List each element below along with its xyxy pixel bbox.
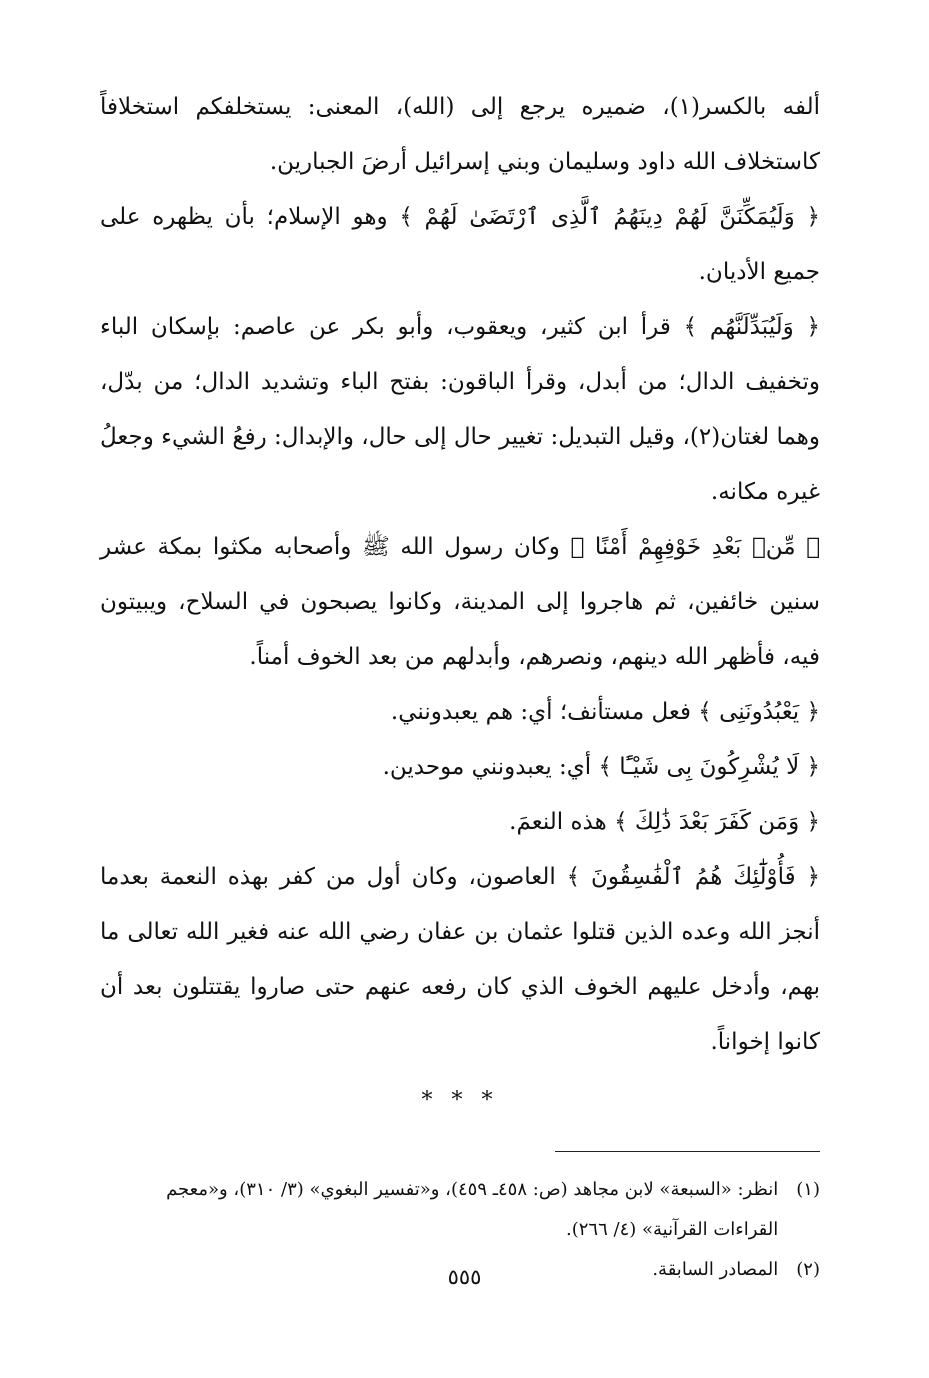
paragraph-6 xyxy=(100,740,820,795)
paragraph-5 xyxy=(100,685,820,740)
quran-verse: ﴿ وَمَن كَفَرَ بَعْدَ ذَٰلِكَ ﴾ xyxy=(614,809,820,835)
paragraph-2 xyxy=(100,190,820,300)
footnote-text: المصادر السابقة. xyxy=(652,1259,779,1280)
quran-verse: ﴿ لَا يُشْرِكُونَ بِى شَيْـًٔا ﴾ xyxy=(598,754,820,780)
paragraph-text: أي: يعبدونني موحدين. xyxy=(382,754,599,780)
paragraph-text: العاصون، وكان أول من كفر بهذه النعمة بعدما أنجز الله وعده الذين قتلوا عثمان بن عفان رضي الله عنه فغير الله تعالى ما بهم، وأدخل عليهم الخوف الذي كان رفعه عنهم حتى صاروا يقتتلون بعد أن كانوا إخواناً. xyxy=(100,864,820,1055)
main-text xyxy=(100,80,820,1070)
footnote-text: انظر: «السبعة» لابن مجاهد (ص: ٤٥٨ـ ٤٥٩)، و«تفسير البغوي» (٣/ ٣١٠)، و«معجم القراءات القرآنية» (٤/ ٢٦٦). xyxy=(166,1179,779,1240)
paragraph-text: قرأ ابن كثير، ويعقوب، وأبو بكر عن عاصم: بإسكان الباء وتخفيف الدال؛ من أبدل، وقرأ الباقون: بفتح الباء وتشديد الدال؛ من بدّل، وهما لغتان(٢)، وقيل التبديل: تغيير حال إلى حال، والإبدال: رفعُ الشيء وجعلُ غيره مكانه. xyxy=(100,314,820,505)
paragraph-8 xyxy=(100,850,820,1070)
paragraph-3 xyxy=(100,300,820,520)
quran-verse: ﴿ مِّنۢ بَعْدِ خَوْفِهِمْ أَمْنًا ﴾ xyxy=(570,534,820,560)
section-separator: * * * xyxy=(421,1088,499,1113)
footnote-number: (١) xyxy=(796,1179,820,1200)
quran-verse: ﴿ يَعْبُدُونَنِى ﴾ xyxy=(698,699,820,725)
paragraph-1 xyxy=(100,80,820,190)
footnote-number: (٢) xyxy=(796,1259,820,1280)
paragraph-7 xyxy=(100,795,820,850)
quran-verse: ﴿ فَأُوْلَٰٓئِكَ هُمُ ٱلْفَٰسِقُونَ ﴾ xyxy=(566,864,820,890)
paragraph-text: وهو الإسلام؛ بأن يظهره على جميع الأديان. xyxy=(100,204,820,285)
paragraph-text: فعل مستأنف؛ أي: هم يعبدونني. xyxy=(390,699,699,725)
paragraph-4 xyxy=(100,520,820,685)
footnote-divider xyxy=(555,1151,820,1152)
paragraph-text: وكان رسول الله ﷺ وأصحابه مكثوا بمكة عشر سنين خائفين، ثم هاجروا إلى المدينة، وكانوا يصبحون في السلاح، ويبيتون فيه، فأظهر الله دينهم، ونصرهم، وأبدلهم من بعد الخوف أمناً. xyxy=(100,534,820,670)
footnote-1 xyxy=(100,1170,820,1250)
quran-verse: ﴿ وَلَيُمَكِّنَنَّ لَهُمْ دِينَهُمُ ٱلَّذِى ٱرْتَضَىٰ لَهُمْ ﴾ xyxy=(399,204,820,230)
paragraph-text: ألفه بالكسر(١)، ضميره يرجع إلى (الله)، المعنى: يستخلفكم استخلافاً كاستخلاف الله داود وسليمان وبني إسرائيل أرضَ الجبارين. xyxy=(100,94,821,175)
page-content xyxy=(100,80,820,1290)
quran-verse: ﴿ وَلَيُبَدِّلَنَّهُم ﴾ xyxy=(683,314,820,340)
page-number: ٥٥٥ xyxy=(447,1265,482,1289)
paragraph-text: هذه النعمَ. xyxy=(509,809,615,835)
